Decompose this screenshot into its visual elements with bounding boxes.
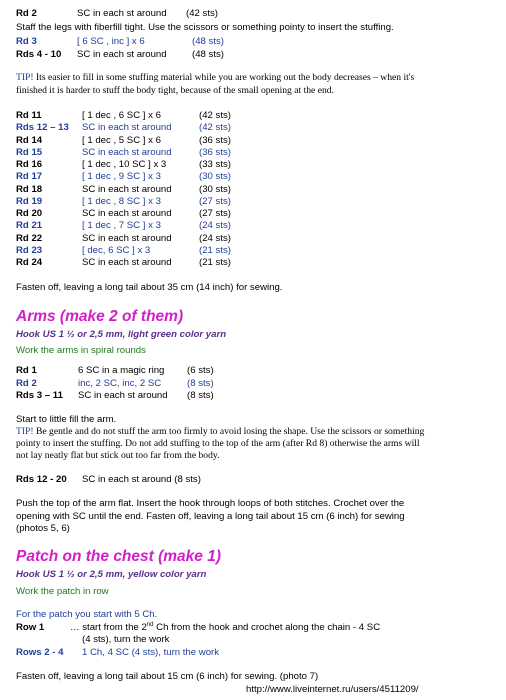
round-count: (6 sts) (187, 365, 214, 376)
staff-note: Staff the legs with fiberfill tight. Use the scissors or something pointy to insert the stuffing. (16, 22, 394, 33)
arms-work-note: Work the arms in spiral rounds (16, 345, 146, 356)
arm-push-note: Push the top of the arm flat. Insert the hook through loops of both stitches. Crochet over the (16, 498, 405, 509)
round-label: Rd 21 (16, 220, 43, 232)
round-count: (30 sts) (199, 171, 231, 183)
round-text: SC in each st around (82, 232, 172, 244)
round-label: Rds 3 – 11 (16, 390, 63, 401)
round-text: 6 SC in a magic ring (78, 365, 165, 376)
round-label: Rds 12 – 13 (16, 122, 69, 134)
round-count: (24 sts) (199, 232, 231, 244)
round-count: (8 sts) (187, 390, 214, 401)
round-count: (21 sts) (199, 244, 231, 256)
round-text: SC in each st around (82, 257, 172, 268)
rd2-row (16, 8, 37, 20)
arm-tip-cont: not lay neatly flat but stick out too far from the body. (16, 450, 220, 461)
fasten-off-note: Fasten off, leaving a long tail about 35 cm (14 inch) for sewing. (16, 282, 283, 293)
tip-label: TIP! (16, 72, 34, 83)
round-label: Rd 17 (16, 171, 43, 183)
round-count: (36 sts) (199, 146, 231, 158)
round-text: [ dec, 6 SC ] x 3 (82, 244, 151, 256)
arm-push-note: (photos 5, 6) (16, 523, 70, 534)
round-text: [ 1 dec , 9 SC ] x 3 (82, 171, 161, 183)
round-count: (36 sts) (199, 134, 231, 146)
round-count: (24 sts) (199, 220, 231, 232)
rd12-20-label: Rds 12 - 20 (16, 474, 67, 485)
round-label: Rd 16 (16, 159, 43, 170)
round-label: Rd 23 (16, 244, 43, 256)
round-text: SC in each st around (77, 49, 167, 60)
round-text: [ 1 dec , 7 SC ] x 3 (82, 220, 161, 232)
arms-heading: Arms (make 2 of them) (16, 308, 184, 325)
round-count: (42 sts) (199, 122, 231, 134)
round-count: (48 sts) (192, 49, 224, 60)
row1-label: Row 1 (16, 622, 45, 633)
round-count: (8 sts) (187, 377, 214, 389)
round-label: Rd 20 (16, 208, 43, 219)
round-text: inc, 2 SC, inc, 2 SC (78, 377, 162, 389)
round-text: [ 1 dec , 8 SC ] x 3 (82, 195, 161, 207)
arm-push-note: opening with SC until the end. Fasten off, leaving a long tail about 15 cm (6 inch) for sewing (16, 511, 405, 522)
arms-hook-note: Hook US 1 ½ or 2,5 mm, light green color yarn (16, 329, 227, 340)
round-count: (21 sts) (199, 257, 231, 268)
rows2-4-text: 1 Ch, 4 SC (4 sts), turn the work (82, 647, 220, 658)
round-text: SC in each st around (77, 8, 167, 19)
round-count: (42 sts) (199, 110, 231, 121)
round-count: (27 sts) (199, 195, 231, 207)
arm-start-note: Start to little fill the arm. (16, 414, 117, 425)
round-text: SC in each st around (82, 183, 172, 195)
round-text: SC in each st around (82, 122, 172, 134)
round-text: [ 1 dec , 5 SC ] x 6 (82, 134, 161, 146)
rows2-4-label: Rows 2 - 4 (16, 647, 64, 658)
round-label: Rd 22 (16, 232, 43, 244)
patch-heading: Patch on the chest (make 1) (16, 548, 222, 565)
tip-text: Be gentle and do not stuff the arm too firmly to avoid losing the shape. Use the scissors or something (33, 426, 425, 437)
round-count: (48 sts) (192, 36, 224, 47)
round-count: (33 sts) (199, 159, 231, 170)
patch-start-note: For the patch you start with 5 Ch. (16, 609, 158, 620)
round-label: Rd 18 (16, 183, 43, 195)
tip-label: TIP! (16, 426, 34, 437)
round-label: Rd 11 (16, 110, 42, 121)
round-count: (27 sts) (199, 208, 231, 219)
arm-tip (16, 426, 424, 438)
round-label: Rd 14 (16, 134, 43, 146)
round-text: SC in each st around (82, 208, 172, 219)
round-label: Rd 19 (16, 195, 43, 207)
round-text: SC in each st around (8 sts) (82, 474, 201, 485)
round-text: [ 6 SC , inc ] x 6 (77, 36, 145, 47)
rd4-10-label: Rds 4 - 10 (16, 49, 62, 60)
patch-hook-note: Hook US 1 ½ or 2,5 mm, yellow color yarn (16, 569, 207, 580)
round-text: [ 1 dec , 10 SC ] x 3 (82, 159, 167, 170)
round-text: SC in each st around (78, 390, 168, 401)
patch-fasten-note: Fasten off, leaving a long tail about 15 cm (6 inch) for sewing. (photo 7) (16, 671, 319, 682)
row1-text: … start from the 2nd Ch from the hook and crochet along the chain - 4 SC (70, 621, 381, 633)
round-label: Rd 1 (16, 365, 37, 376)
tip-paragraph (16, 72, 414, 84)
round-label: Rd 24 (16, 257, 43, 268)
round-label: Rd 2 (16, 377, 37, 389)
round-text: SC in each st around (82, 146, 172, 158)
row1-cont: (4 sts), turn the work (82, 634, 170, 645)
footer-url: http://www.liveinternet.ru/users/4511209/ (246, 684, 419, 695)
round-label: Rd 2 (16, 8, 37, 19)
round-count: (42 sts) (186, 8, 218, 19)
round-text: [ 1 dec , 6 SC ] x 6 (82, 110, 161, 121)
round-count: (30 sts) (199, 183, 231, 195)
round-label: Rd 15 (16, 146, 43, 158)
tip-text-cont: finished it is harder to stuff the body tight, because of the small opening at the end. (16, 85, 334, 96)
arm-tip-cont: pointy to insert the stuffing. Do not add stuffing to the top of the arm (after Rd 8) otherwise the arms will (16, 438, 420, 449)
tip-text: Its easier to fill in some stuffing material while you are working out the body decreases – when it's (33, 72, 415, 83)
rd3-label: Rd 3 (16, 36, 37, 47)
patch-work-note: Work the patch in row (16, 586, 109, 597)
